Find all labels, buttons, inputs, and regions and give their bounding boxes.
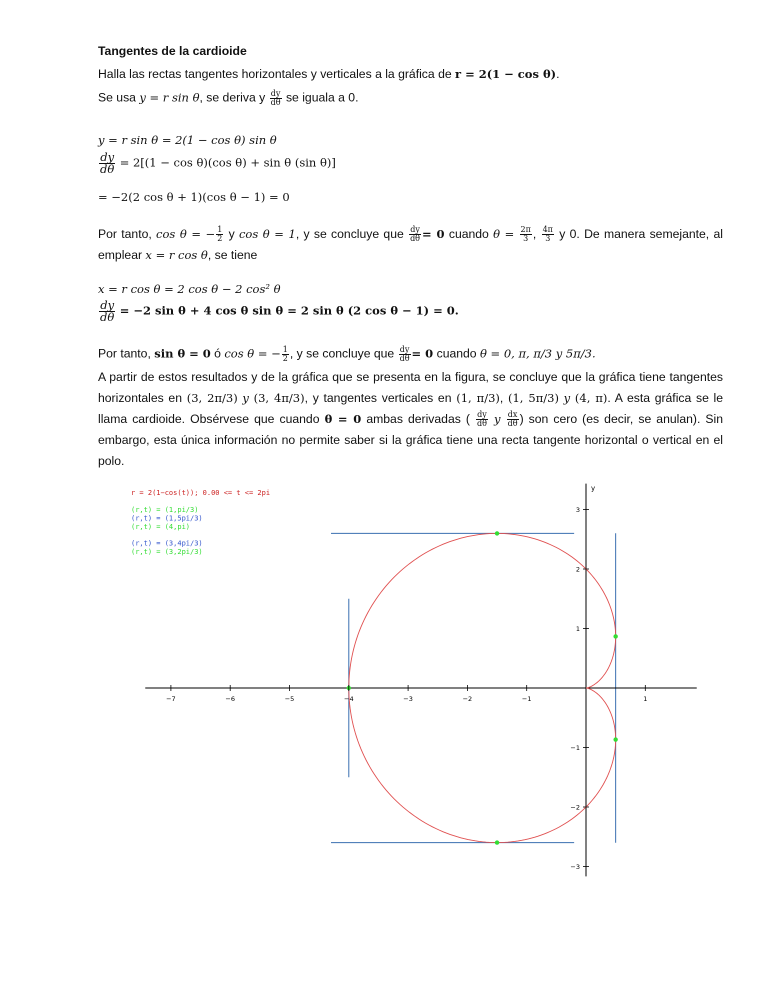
x-tick-label: −4 bbox=[344, 695, 354, 703]
frac-den: dθ bbox=[399, 354, 410, 363]
frac-num: dy bbox=[270, 89, 281, 98]
c1-eq3: = 0 bbox=[422, 227, 445, 241]
p-y3: y bbox=[494, 412, 501, 426]
x-tick-label: 1 bbox=[643, 695, 648, 703]
p-v3: (4, π) bbox=[574, 391, 608, 405]
c2-eq4: θ = 0, π, π/3 y 5π/3. bbox=[479, 346, 596, 361]
x-tick-label: −3 bbox=[403, 695, 413, 703]
c1-eq4: θ = bbox=[493, 227, 515, 241]
y-axis-label: y bbox=[591, 484, 596, 493]
y-tick-label: 3 bbox=[575, 506, 580, 514]
c1-t2: y bbox=[228, 227, 235, 241]
method-post: se iguala a 0. bbox=[285, 90, 359, 105]
paragraph-main: A partir de estos resultados y de la gráfica que se presenta en la figura, se concluye que la gráfica tiene tangentes horizontales en (3, 2π/3) y (3, 4π/3), y tangentes verticales en (1, π/3), (1, 5π/3) y (4, π). A esta gráfica se le llama cardioide. Obsérvese que cuando θ = 0 ambas derivadas ( $\frac{dy}{d\theta}$ y $\frac{dx}{d\theta}$ ) son cero (es decir, se anulan). Sin embargo, esta única información no permite saber si la gráfica tiene una recta tangente horizontal o vertical en el polo. bbox=[98, 370, 724, 468]
p-h2: (3, 4π/3) bbox=[253, 391, 305, 405]
frac-den: 2 bbox=[282, 354, 288, 363]
p-v1: (1, π/3) bbox=[456, 391, 500, 405]
frac-den: dθ bbox=[270, 98, 281, 107]
p-p5: ) son cero (es decir, se anulan). Sin embargo, esta única información no permite saber si la gráfica tiene una recta tangente horizontal o vertical en el polo. bbox=[98, 412, 724, 468]
c1-t6: , se tiene bbox=[207, 248, 258, 262]
tangency-point bbox=[495, 531, 499, 535]
intro-text: Halla las rectas tangentes horizontales y verticales a la gráfica de bbox=[98, 67, 452, 81]
frac-den: 3 bbox=[523, 234, 529, 244]
p-eq: θ = 0 bbox=[324, 412, 362, 426]
frac-den: dθ bbox=[100, 162, 115, 176]
frac-num: dx bbox=[507, 410, 518, 420]
y-tick-label: −1 bbox=[570, 744, 580, 752]
y-tick-label: 2 bbox=[575, 565, 580, 574]
x-tick-label: −1 bbox=[521, 695, 532, 703]
p-v2: (1, 5π/3) bbox=[507, 391, 559, 405]
frac-den: dθ bbox=[507, 419, 518, 429]
legend-entry: (r,t) = (1,5pi/3) bbox=[131, 514, 203, 523]
c2-t4: cuando bbox=[436, 346, 477, 361]
c2-eq2: cos θ = − bbox=[224, 346, 281, 361]
deriv-y-line3: = −2(2 cos θ + 1)(cos θ − 1) = 0 bbox=[98, 190, 290, 204]
legend-entry: (r,t) = (3,4pi/3) bbox=[131, 539, 203, 548]
y-tick-label: 1 bbox=[575, 625, 580, 633]
chart-title: r = 2(1−cos(t)); 0.00 <= t <= 2pi bbox=[131, 489, 271, 497]
legend-entry: (r,t) = (3,2pi/3) bbox=[131, 548, 203, 556]
p-h1: (3, 2π/3) bbox=[186, 391, 238, 405]
tangency-point bbox=[613, 737, 617, 741]
frac-num: 4π bbox=[542, 225, 553, 235]
c2-t3: , y se concluye que bbox=[289, 346, 395, 361]
x-tick-label: −2 bbox=[462, 695, 473, 703]
method-eq: y = r sin θ bbox=[139, 90, 200, 105]
deriv-y-line1: y = r sin θ = 2(1 − cos θ) sin θ bbox=[98, 133, 277, 147]
deriv-x-line1: x = r cos θ = 2 cos θ − 2 cos² θ bbox=[98, 282, 281, 296]
frac-den: dθ bbox=[410, 234, 420, 244]
p-y1: y bbox=[242, 391, 249, 405]
c1-eq1: cos θ = − bbox=[156, 227, 216, 241]
frac-num: 2π bbox=[520, 225, 531, 235]
frac-num: dy bbox=[100, 150, 115, 164]
method-mid: , se deriva y bbox=[199, 90, 266, 105]
frac-den: 2 bbox=[217, 234, 223, 244]
c1-t3: , y se concluye que bbox=[295, 227, 404, 241]
tangency-point bbox=[613, 634, 617, 638]
legend-entry: (r,t) = (1,pi/3) bbox=[131, 506, 199, 514]
intro-end: . bbox=[556, 67, 560, 81]
c1-t4: cuando bbox=[448, 227, 489, 241]
frac-num: dy bbox=[399, 345, 410, 354]
method-pre: Se usa bbox=[98, 90, 136, 105]
page-title: Tangentes de la cardioide bbox=[98, 44, 247, 58]
deriv-x-expr: = −2 sin θ + 4 cos θ sin θ = 2 sin θ (2 cos θ − 1) = 0. bbox=[119, 303, 459, 318]
p-p1: A partir de estos resultados y de la gráfica que se presenta en la figura, se concluye que la gráfica tiene tangentes horizontales en bbox=[98, 370, 723, 405]
deriv-y-expr: = 2[(1 − cos θ)(cos θ) + sin θ (sin θ)] bbox=[119, 155, 336, 170]
p-y2: y bbox=[563, 391, 571, 405]
legend-entry: (r,t) = (4,pi) bbox=[131, 523, 191, 531]
c1-eq2: cos θ = 1 bbox=[238, 227, 296, 241]
x-tick-label: −7 bbox=[166, 695, 176, 703]
c2-eq3: = 0 bbox=[411, 346, 434, 361]
y-tick-label: −3 bbox=[570, 863, 580, 871]
c1-eq5: x = r cos θ bbox=[145, 248, 208, 262]
frac-den: dθ bbox=[477, 419, 487, 429]
c2-t1: Por tanto, bbox=[98, 346, 151, 361]
c1-t5: y 0. De manera semejante, al emplear bbox=[98, 227, 723, 262]
p-p4: ambas derivadas ( bbox=[366, 412, 470, 426]
x-tick-label: −6 bbox=[225, 695, 235, 703]
frac-num: dy bbox=[477, 410, 487, 420]
c2-t2: ó bbox=[214, 346, 221, 361]
p-p2: , y tangentes verticales en bbox=[304, 391, 452, 405]
frac-num: 1 bbox=[282, 345, 288, 354]
c1-t1: Por tanto, bbox=[98, 227, 152, 241]
p-p3: . A esta gráfica se le llama cardioide. Obsérvese que cuando bbox=[98, 391, 724, 426]
x-tick-label: −5 bbox=[284, 695, 295, 703]
frac-den: dθ bbox=[100, 310, 115, 324]
tangency-point bbox=[495, 840, 499, 844]
y-tick-label: −2 bbox=[570, 803, 580, 812]
frac-num: dy bbox=[410, 225, 420, 235]
frac-num: dy bbox=[100, 298, 115, 312]
c1-comma: , bbox=[532, 227, 537, 241]
c2-eq1: sin θ = 0 bbox=[154, 346, 211, 361]
frac-den: 3 bbox=[545, 234, 551, 244]
frac-num: 1 bbox=[217, 225, 223, 235]
cardioid-equation: r = 2(1 − cos θ) bbox=[455, 67, 557, 81]
